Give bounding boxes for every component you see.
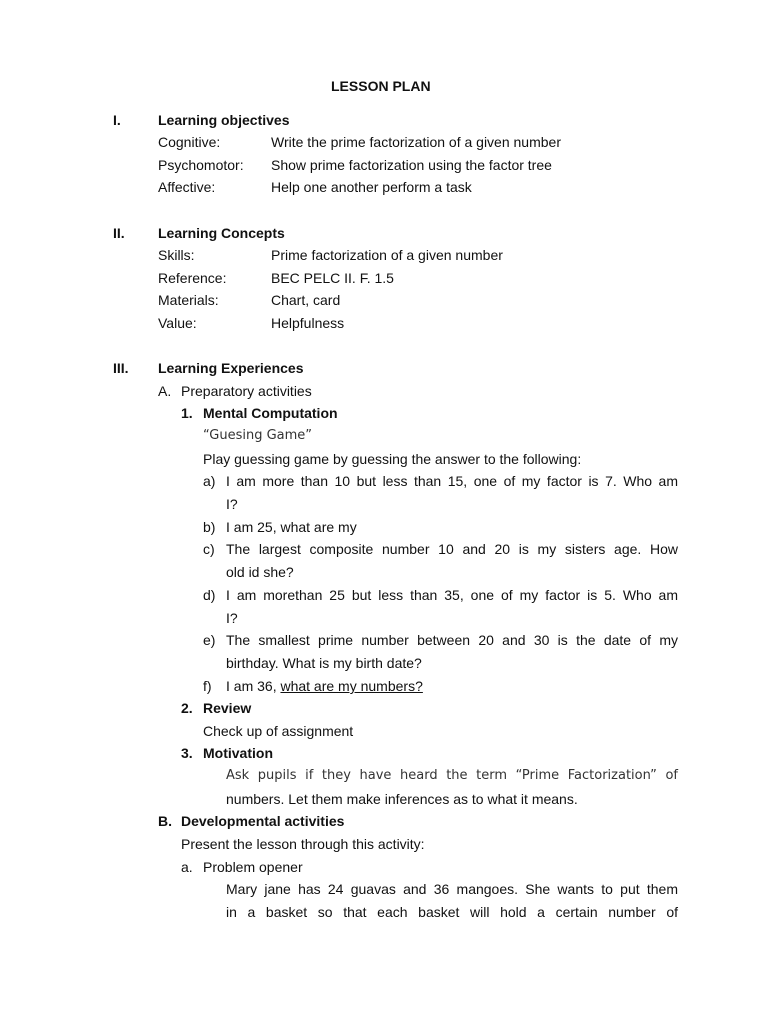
question-marker: f) [203, 678, 212, 694]
item-number: 1. [181, 405, 193, 421]
question-text-underlined: what are my numbers? [280, 678, 423, 694]
review-text: Check up of assignment [203, 723, 354, 739]
present-text: Present the lesson through this activity: [181, 836, 425, 852]
question-marker: b) [203, 519, 216, 535]
problem-text-cont: in a basket so that each basket will hold a certain number of [226, 904, 678, 920]
subsection-marker: A. [158, 383, 172, 399]
section-number: III. [113, 360, 129, 376]
question-text-cont: old id she? [226, 564, 294, 580]
item-number: 2. [181, 700, 193, 716]
sub-item-label: Problem opener [203, 859, 303, 875]
question-text-plain: I am 36, [226, 678, 281, 694]
question-text: I am more than 10 but less than 15, one of my factor is 7. Who am [226, 473, 678, 489]
section-heading: Learning objectives [158, 112, 290, 128]
section-heading: Learning Experiences [158, 360, 304, 376]
concept-label: Skills: [158, 247, 195, 263]
question-text: The largest composite number 10 and 20 is my sisters age. How [226, 541, 678, 557]
problem-text: Mary jane has 24 guavas and 36 mangoes. She wants to put them [226, 881, 678, 897]
item-heading: Motivation [203, 745, 273, 761]
objective-label: Affective: [158, 179, 216, 195]
motivation-text-cont: numbers. Let them make inferences as to what it means. [226, 791, 578, 807]
game-intro: Play guessing game by guessing the answer to the following: [203, 451, 582, 467]
objective-value: Show prime factorization using the factor tree [271, 157, 552, 173]
concept-label: Value: [158, 315, 197, 331]
question-marker: e) [203, 632, 216, 648]
subsection-label: Preparatory activities [181, 383, 312, 399]
page-title: LESSON PLAN [331, 78, 431, 94]
game-title: “Guesing Game” [203, 428, 313, 443]
section-number: I. [113, 112, 121, 128]
question-text: I am 25, what are my [226, 519, 357, 535]
question-marker: c) [203, 541, 215, 557]
question-text-cont: birthday. What is my birth date? [226, 655, 422, 671]
subsection-label: Developmental activities [181, 813, 345, 829]
question-text [226, 677, 423, 695]
question-marker: d) [203, 587, 216, 603]
subsection-marker: B. [158, 813, 172, 829]
question-text: I am morethan 25 but less than 35, one of my factor is 5. Who am [226, 587, 678, 603]
objective-value: Help one another perform a task [271, 179, 472, 195]
question-text-cont: I? [226, 610, 238, 626]
section-number: II. [113, 225, 125, 241]
concept-value: Chart, card [271, 292, 341, 308]
motivation-text: Ask pupils if they have heard the term “Prime Factorization” of [226, 768, 678, 783]
question-text: The smallest prime number between 20 and 30 is the date of my [226, 632, 678, 648]
objective-value: Write the prime factorization of a given number [271, 134, 561, 150]
concept-label: Reference: [158, 270, 227, 286]
concept-label: Materials: [158, 292, 219, 308]
question-marker: a) [203, 473, 216, 489]
item-heading: Review [203, 700, 252, 716]
concept-value: BEC PELC II. F. 1.5 [271, 270, 394, 286]
item-number: 3. [181, 745, 193, 761]
section-heading: Learning Concepts [158, 225, 285, 241]
sub-item-marker: a. [181, 859, 193, 875]
concept-value: Prime factorization of a given number [271, 247, 503, 263]
concept-value: Helpfulness [271, 315, 345, 331]
objective-label: Psychomotor: [158, 157, 244, 173]
item-heading: Mental Computation [203, 405, 338, 421]
question-text-cont: I? [226, 496, 238, 512]
objective-label: Cognitive: [158, 134, 221, 150]
